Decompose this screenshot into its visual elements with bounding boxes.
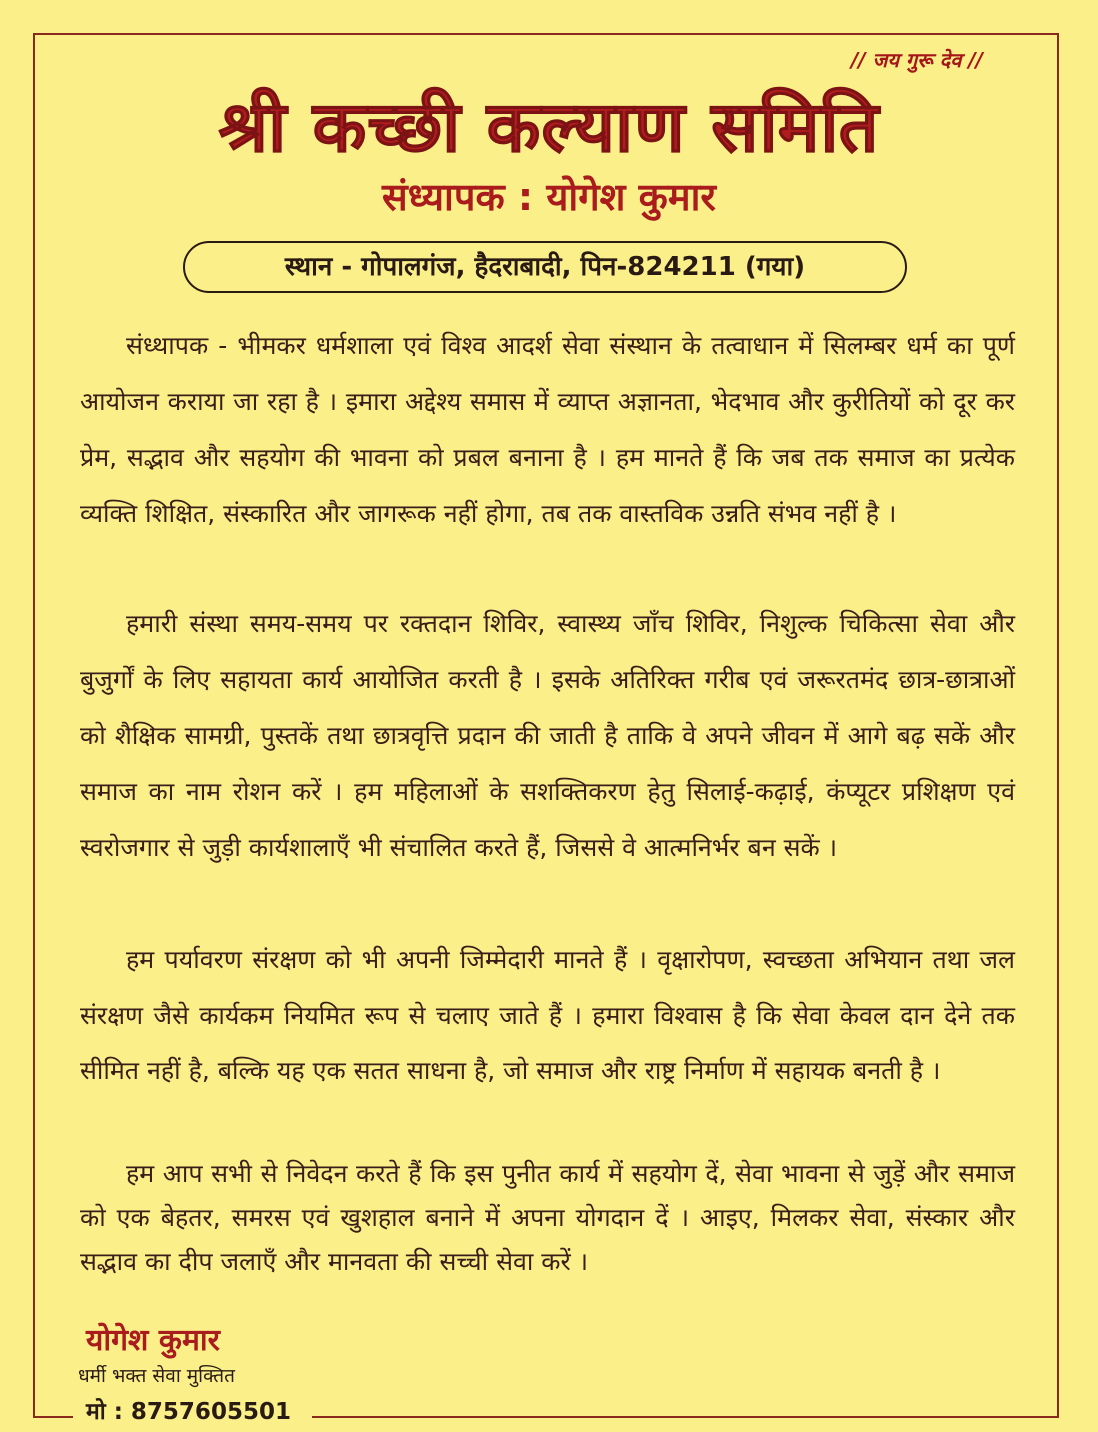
bottom-rule-left <box>33 1416 73 1418</box>
signatory-phone: मो : 8757605501 <box>86 1399 291 1425</box>
founder-line: संध्यापक : योगेश कुमार <box>382 175 716 219</box>
paragraph-intro: संध्थापक - भीमकर धर्मशाला एवं विश्व आदर्श सेवा संस्थान के तत्वाधान में सिलम्बर धर्म का पूर्ण आयोजन कराया जा रहा है । इमारा अद्देश्य समास में व्याप्त अज्ञानता, भेदभाव और कुरीतियों को दूर कर प्रेम, सद्भाव और सहयोग की भावना को प्रबल बनाना है । हम मानते हैं कि जब तक समाज का प्रत्येक व्यक्ति शिक्षित, संस्कारित और जागरूक नहीं होगा, तब तक वास्तविक उन्नति संभव नहीं है । <box>80 331 1015 528</box>
paragraph-activities: हमारी संस्था समय-समय पर रक्तदान शिविर, स्वास्थ्य जाँच शिविर, निशुल्क चिकित्सा सेवा और बुजुर्गों के लिए सहायता कार्य आयोजित करती है । इसके अतिरिक्त गरीब एवं जरूरतमंद छात्र-छात्राओं को शैक्षिक सामग्री, पुस्तकें तथा छात्रवृत्ति प्रदान की जाती है ताकि वे अपने जीवन में आगे बढ़ सकें और समाज का नाम रोशन करें । हम महिलाओं के सशक्तिकरण हेतु सिलाई-कढ़ाई, कंप्यूटर प्रशिक्षण एवं स्वरोजगार से जुड़ी कार्यशालाएँ भी संचालित करते हैं, जिससे वे आत्मनिर्भर बन सकें । <box>80 609 1015 862</box>
paragraph-environment: हम पर्यावरण संरक्षण को भी अपनी जिम्मेदारी मानते हैं । वृक्षारोपण, स्वच्छता अभियान तथा जल संरक्षण जैसे कार्यकम नियमित रूप से चलाए जाते हैं । हमारा विश्वास है कि सेवा केवल दान देने तक सीमित नहीं है, बल्कि यह एक सतत साधना है, जो समाज और राष्ट्र निर्माण में सहायक बनती है । <box>80 945 1015 1085</box>
blessing-text: // जय गुरू देव // <box>850 48 983 72</box>
signatory-name: योगेश कुमार <box>86 1323 220 1358</box>
signatory-role: धर्मी भक्त सेवा मुक्तित <box>78 1365 235 1387</box>
location-banner: स्थान - गोपालगंज, हैदराबादी, पिन-824211 (गया) <box>183 241 907 293</box>
paragraph-appeal: हम आप सभी से निवेदन करते हैं कि इस पुनीत कार्य में सहयोग दें, सेवा भावना से जुड़ें और समाज को एक बेहतर, समरस एवं खुशहाल बनाने में अपना योगदान दें । आइए, मिलकर सेवा, संस्कार और सद्भाव का दीप जलाएँ और मानवता की सच्ची सेवा करें । <box>80 1159 1015 1276</box>
organization-title: श्री कच्छी कल्याण समिति <box>218 86 880 168</box>
bottom-rule-right <box>312 1416 1059 1418</box>
